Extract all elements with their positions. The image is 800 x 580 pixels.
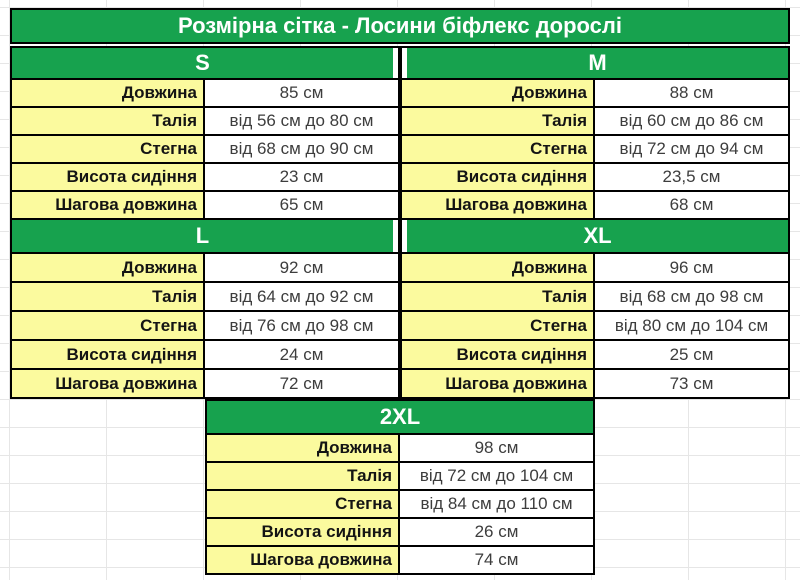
spec-value-cell: 92 см — [205, 254, 398, 281]
spec-label-cell: Стегна — [12, 136, 205, 162]
table-row — [402, 310, 788, 339]
size-section-2xl — [205, 399, 595, 575]
size-section-m — [400, 46, 790, 220]
size-header-s: S — [12, 48, 398, 78]
table-row — [402, 78, 788, 106]
table-row — [402, 162, 788, 190]
spec-label-cell: Висота сидіння — [12, 164, 205, 190]
size-header-xl: XL — [402, 220, 788, 252]
spec-value-cell: від 68 см до 98 см — [595, 283, 788, 310]
spec-value-cell: від 76 см до 98 см — [205, 312, 398, 339]
table-row — [402, 339, 788, 368]
spec-value-cell: від 68 см до 90 см — [205, 136, 398, 162]
spec-value-cell: 74 см — [400, 547, 593, 573]
spec-label-cell: Талія — [402, 283, 595, 310]
page-title: Розмірна сітка - Лосини біфлекс дорослі — [10, 8, 790, 44]
spec-value-cell: від 84 см до 110 см — [400, 491, 593, 517]
table-row — [402, 281, 788, 310]
spec-value-cell: 85 см — [205, 80, 398, 106]
size-header-2xl: 2XL — [207, 401, 593, 433]
spec-value-cell: 25 см — [595, 341, 788, 368]
spec-value-cell: 24 см — [205, 341, 398, 368]
size-section-xl — [400, 218, 790, 399]
size-section-s — [10, 46, 400, 220]
spec-label-cell: Довжина — [12, 254, 205, 281]
table-row — [12, 78, 398, 106]
spec-value-cell: 26 см — [400, 519, 593, 545]
spec-value-cell: від 72 см до 94 см — [595, 136, 788, 162]
spec-label-cell: Стегна — [207, 491, 400, 517]
table-row — [12, 252, 398, 281]
spec-label-cell: Шагова довжина — [207, 547, 400, 573]
spec-label-cell: Довжина — [207, 435, 400, 461]
spec-label-cell: Стегна — [402, 136, 595, 162]
spec-label-cell: Шагова довжина — [402, 370, 595, 397]
table-row — [12, 162, 398, 190]
spec-label-cell: Висота сидіння — [402, 341, 595, 368]
table-row — [207, 489, 593, 517]
spec-value-cell: від 64 см до 92 см — [205, 283, 398, 310]
spec-label-cell: Висота сидіння — [402, 164, 595, 190]
spec-value-cell: від 56 см до 80 см — [205, 108, 398, 134]
spec-label-cell: Талія — [207, 463, 400, 489]
table-row — [402, 368, 788, 397]
table-row — [12, 106, 398, 134]
spec-value-cell: від 60 см до 86 см — [595, 108, 788, 134]
spec-label-cell: Стегна — [402, 312, 595, 339]
table-row — [207, 545, 593, 573]
spec-label-cell: Шагова довжина — [402, 192, 595, 218]
spec-label-cell: Висота сидіння — [207, 519, 400, 545]
spec-label-cell: Стегна — [12, 312, 205, 339]
spec-label-cell: Талія — [402, 108, 595, 134]
spec-value-cell: 96 см — [595, 254, 788, 281]
spec-value-cell: 73 см — [595, 370, 788, 397]
spec-value-cell: від 72 см до 104 см — [400, 463, 593, 489]
table-row — [12, 134, 398, 162]
spec-value-cell: 23 см — [205, 164, 398, 190]
table-row — [12, 339, 398, 368]
spec-value-cell: 65 см — [205, 192, 398, 218]
spec-label-cell: Шагова довжина — [12, 192, 205, 218]
spec-label-cell: Висота сидіння — [12, 341, 205, 368]
table-row — [12, 368, 398, 397]
table-row — [207, 461, 593, 489]
size-section-l — [10, 218, 400, 399]
table-row — [402, 134, 788, 162]
spec-value-cell: 68 см — [595, 192, 788, 218]
table-row — [12, 190, 398, 218]
table-row — [207, 517, 593, 545]
spec-value-cell: 98 см — [400, 435, 593, 461]
spec-label-cell: Талія — [12, 108, 205, 134]
spec-label-cell: Довжина — [12, 80, 205, 106]
table-row — [402, 252, 788, 281]
spec-label-cell: Довжина — [402, 254, 595, 281]
table-row — [402, 106, 788, 134]
size-header-l: L — [12, 220, 398, 252]
spec-value-cell: від 80 см до 104 см — [595, 312, 788, 339]
spec-value-cell: 72 см — [205, 370, 398, 397]
table-row — [12, 310, 398, 339]
spec-value-cell: 23,5 см — [595, 164, 788, 190]
spec-label-cell: Шагова довжина — [12, 370, 205, 397]
table-row — [402, 190, 788, 218]
size-header-m: M — [402, 48, 788, 78]
spec-value-cell: 88 см — [595, 80, 788, 106]
table-row — [207, 433, 593, 461]
spec-label-cell: Талія — [12, 283, 205, 310]
table-row — [12, 281, 398, 310]
spec-label-cell: Довжина — [402, 80, 595, 106]
